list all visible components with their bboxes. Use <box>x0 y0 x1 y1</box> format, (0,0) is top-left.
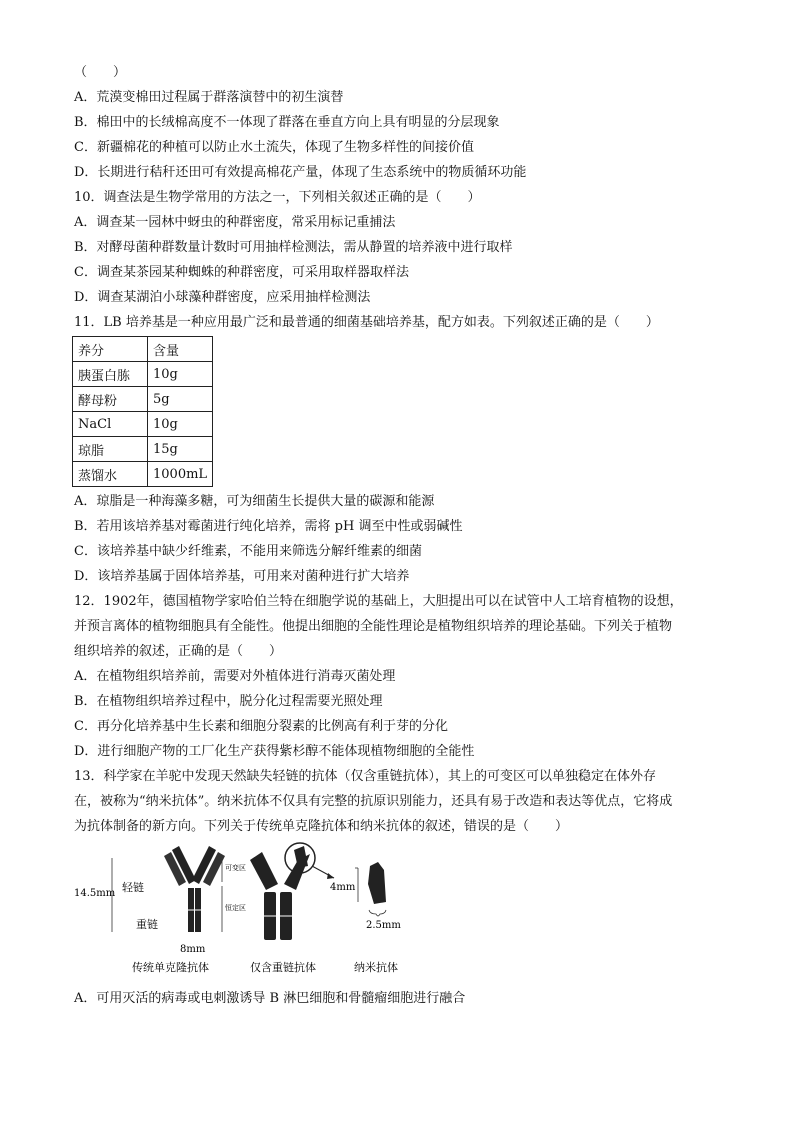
q12-option-c: C．再分化培养基中生长素和细胞分裂素的比例高有利于芽的分化 <box>74 719 448 734</box>
caption-nanobody: 纳米抗体 <box>354 961 398 974</box>
heavy-chain-label: 重链 <box>136 918 158 931</box>
q9-option-d: D．长期进行秸秆还田可有效提高棉花产量，体现了生态系统中的物质循环功能 <box>74 165 527 180</box>
q10-option-c: C．调查某茶园某种蜘蛛的种群密度，可采用取样器取样法 <box>74 265 409 280</box>
table-header-cell: 养分 <box>73 337 148 362</box>
table-cell: 15g <box>148 437 213 462</box>
q9-option-a: A．荒漠变棉田过程属于群落演替中的初生演替 <box>74 90 344 105</box>
table-cell: 10g <box>148 362 213 387</box>
table-cell: 琼脂 <box>73 437 148 462</box>
caption-traditional: 传统单克隆抗体 <box>132 961 209 974</box>
q10-option-a: A．调查某一园林中蚜虫的种群密度，常采用标记重捕法 <box>74 215 396 230</box>
q11-stem: 11．LB 培养基是一种应用最广泛和最普通的细菌基础培养基，配方如表。下列叙述正确的是（ ） <box>74 315 659 330</box>
nanobody-width-label: 2.5mm <box>366 920 401 931</box>
table-row <box>73 437 213 462</box>
q12-option-d: D．进行细胞产物的工厂化生产获得紫杉醇不能体现植物细胞的全能性 <box>74 744 475 759</box>
width-label: 8mm <box>180 944 206 955</box>
table-row <box>73 412 213 437</box>
table-cell: 蒸馏水 <box>73 462 148 487</box>
table-cell: 胰蛋白胨 <box>73 362 148 387</box>
table-row <box>73 362 213 387</box>
q12-stem-line-1: 12．1902年，德国植物学家哈伯兰特在细胞学说的基础上，大胆提出可以在试管中人工培育植物的设想， <box>74 594 683 609</box>
table-header-row <box>73 337 213 362</box>
q9-bracket: （ ） <box>74 65 127 80</box>
q10-stem: 10．调查法是生物学常用的方法之一，下列相关叙述正确的是（ ） <box>74 190 481 205</box>
light-chain-label: 轻链 <box>122 881 144 894</box>
q9-option-b: B．棉田中的长绒棉高度不一体现了群落在垂直方向上具有明显的分层现象 <box>74 115 500 130</box>
q10-option-b: B．对酵母菌种群数量计数时可用抽样检测法，需从静置的培养液中进行取样 <box>74 240 513 255</box>
table-cell: 5g <box>148 387 213 412</box>
q13-option-a: A．可用灭活的病毒或电刺激诱导 B 淋巴细胞和骨髓瘤细胞进行融合 <box>74 991 466 1006</box>
height-label: 14.5mm <box>74 888 116 899</box>
q13-stem-line-1: 13．科学家在羊驼中发现天然缺失轻链的抗体（仅含重链抗体），其上的可变区可以单独稳定在体外存 <box>74 769 657 784</box>
q10-option-d: D．调查某湖泊小球藻种群密度，应采用抽样检测法 <box>74 290 371 305</box>
q13-stem-line-2: 在，被称为“纳米抗体”。纳米抗体不仅具有完整的抗原识别能力，还具有易于改造和表达等优点，它将成 <box>74 794 673 809</box>
table-cell: 1000mL <box>148 462 213 487</box>
table-cell: 10g <box>148 412 213 437</box>
lb-medium-table <box>72 336 213 487</box>
q12-stem-line-3: 组织培养的叙述，正确的是（ ） <box>74 644 283 659</box>
table-row <box>73 387 213 412</box>
q12-option-a: A．在植物组织培养前，需要对外植体进行消毒灭菌处理 <box>74 669 396 684</box>
antibody-figure <box>72 840 432 980</box>
variable-region-label: 可变区 <box>225 864 246 872</box>
heavy-chain-antibody-drawing <box>250 843 315 940</box>
constant-region-label: 恒定区 <box>225 904 246 912</box>
q12-option-b: B．在植物组织培养过程中，脱分化过程需要光照处理 <box>74 694 383 709</box>
q11-option-a: A．琼脂是一种海藻多糖，可为细菌生长提供大量的碳源和能源 <box>74 494 435 509</box>
q11-option-d: D．该培养基属于固体培养基，可用来对菌种进行扩大培养 <box>74 569 410 584</box>
nanobody-height-label: 4mm <box>330 882 356 893</box>
q11-option-c: C．该培养基中缺少纤维素，不能用来筛选分解纤维素的细菌 <box>74 544 422 559</box>
caption-heavy-chain-only: 仅含重链抗体 <box>250 961 316 974</box>
traditional-antibody-drawing <box>164 846 225 932</box>
table-cell: NaCl <box>73 412 148 437</box>
q12-stem-line-2: 并预言离体的植物细胞具有全能性。他提出细胞的全能性理论是植物组织培养的理论基础。下列关于植物 <box>74 619 673 634</box>
q11-option-b: B．若用该培养基对霉菌进行纯化培养，需将 pH 调至中性或弱碱性 <box>74 519 463 534</box>
q9-option-c: C．新疆棉花的种植可以防止水土流失，体现了生物多样性的间接价值 <box>74 140 474 155</box>
table-row <box>73 462 213 487</box>
nanobody-drawing <box>368 862 386 904</box>
table-cell: 酵母粉 <box>73 387 148 412</box>
q13-stem-line-3: 为抗体制备的新方向。下列关于传统单克隆抗体和纳米抗体的叙述，错误的是（ ） <box>74 819 569 834</box>
table-header-cell: 含量 <box>148 337 213 362</box>
